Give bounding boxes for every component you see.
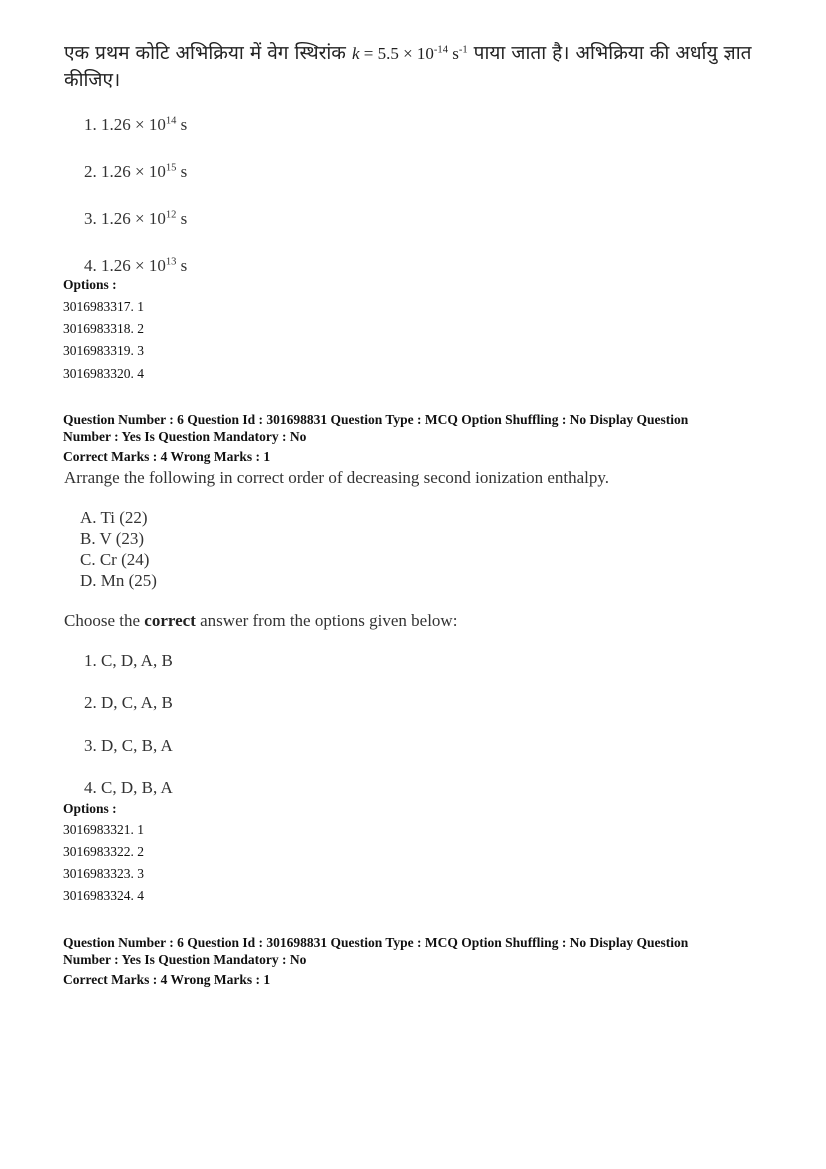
- question-5-text: [64, 40, 784, 93]
- question-6-item-b: B. V (23): [80, 529, 145, 548]
- question-5-option-id-4: 3016983320. 4: [63, 366, 144, 381]
- rate-constant: [352, 44, 468, 63]
- question-6-answer-1: 1. C, D, A, B: [84, 651, 173, 670]
- question-5-answer-1: 1. $1.26 \times 10^{14}$ s: [84, 115, 188, 134]
- question-6-option-id-3: 3016983323. 3: [63, 866, 144, 881]
- question-5-text-prefix: एक प्रथम कोटि अभिक्रिया में वेग स्थिरांक: [64, 42, 352, 64]
- question-7-meta-line-1: Question Number : 6 Question Id : 301698831 Question Type : MCQ Option Shuffling : No Display Question: [63, 935, 689, 950]
- question-7-marks: Correct Marks : 4 Wrong Marks : 1: [63, 972, 271, 987]
- question-6-marks: Correct Marks : 4 Wrong Marks : 1: [63, 449, 271, 464]
- question-6-text: Arrange the following in correct order of decreasing second ionization enthalpy.: [64, 468, 610, 487]
- question-5-option-id-1: 3016983317. 1: [63, 299, 144, 314]
- question-6-option-id-1: 3016983321. 1: [63, 822, 144, 837]
- rate-constant-value: = 5.5 × 10: [359, 44, 434, 63]
- question-6-instruction: Choose the correct answer from the options given below:: [64, 611, 458, 630]
- question-5-answer-2: 2. $1.26 \times 10^{15}$ s: [84, 162, 188, 181]
- question-6-meta-line-1: Question Number : 6 Question Id : 301698831 Question Type : MCQ Option Shuffling : No Display Question: [63, 412, 689, 427]
- rate-constant-unit: s: [447, 44, 459, 63]
- question-6-answer-2: 2. D, C, A, B: [84, 693, 173, 712]
- rate-constant-unit-exponent: -1: [458, 44, 468, 56]
- question-5-option-id-3: 3016983319. 3: [63, 343, 144, 358]
- question-6-item-d: D. Mn (25): [80, 571, 157, 590]
- question-7-meta-line-2: Number : Yes Is Question Mandatory : No: [63, 952, 307, 967]
- question-6-options-label: Options :: [63, 801, 117, 816]
- question-6-answer-4: 4. C, D, B, A: [84, 778, 173, 797]
- question-6-option-id-4: 3016983324. 4: [63, 888, 144, 903]
- question-6-meta-line-2: Number : Yes Is Question Mandatory : No: [63, 429, 307, 444]
- rate-constant-exponent: -14: [433, 44, 448, 56]
- question-5-text-suffix: पाया जाता है। अभिक्रिया की अर्धायु ज्ञात कीजिए।: [64, 42, 752, 91]
- question-6-item-c: C. Cr (24): [80, 550, 150, 569]
- question-6-answer-3: 3. D, C, B, A: [84, 736, 173, 755]
- question-5-answer-3: 3. $1.26 \times 10^{12}$ s: [84, 209, 188, 228]
- question-6-option-id-2: 3016983322. 2: [63, 844, 144, 859]
- question-5-option-id-2: 3016983318. 2: [63, 321, 144, 336]
- question-6-item-a: A. Ti (22): [80, 508, 148, 527]
- question-5-answer-4: 4. $1.26 \times 10^{13}$ s: [84, 256, 188, 275]
- question-5-options-label: Options :: [63, 277, 117, 292]
- rate-constant-symbol: k: [351, 44, 360, 63]
